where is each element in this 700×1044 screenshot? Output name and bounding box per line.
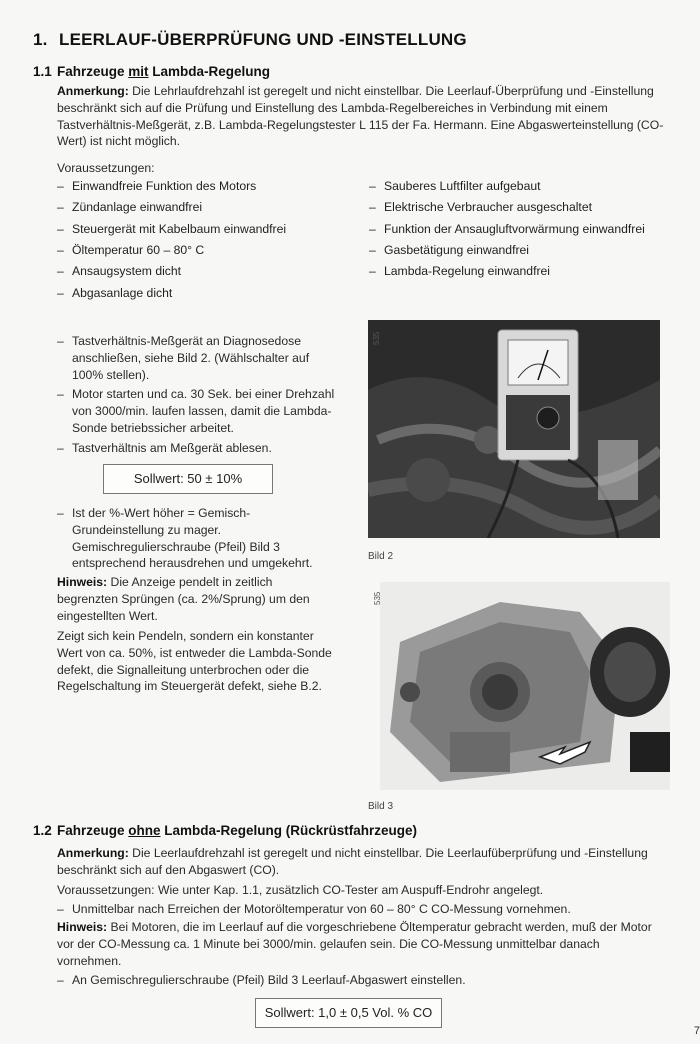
hint-block-2: Zeigt sich kein Pendeln, sondern ein konstanter Wert von ca. 50%, ist entweder die Lambda-Sonde defekt, die Signalleitung unterbrochen oder die Regelschaltung im Steuergerät defekt, siehe B.2.: [57, 629, 332, 694]
step2-item-1: – Ist der %-Wert höher = Gemisch-Grundeinstellung zu mager. Gemischregulierschraube (Pfeil) Bild 3 entsprechend herausdrehen und umgekehrt.: [57, 505, 335, 572]
section-1-2-title-underlined: ohne: [128, 823, 161, 838]
section-1-2-step1-list: [57, 901, 667, 918]
section-1-2-step1: – Unmittelbar nach Erreichen der Motoröltemperatur von 60 – 80° C CO-Messung vornehmen.: [57, 901, 667, 918]
engine-tester-illustration: [368, 320, 660, 538]
prereq-left-list: [57, 178, 357, 301]
figure-3-caption: Bild 3: [368, 801, 394, 812]
section-1-heading: [33, 28, 467, 51]
step-item-1: – Tastverhältnis-Meßgerät an Diagnosedose anschließen, siehe Bild 2. (Wählschalter auf 100% stellen).: [57, 333, 335, 383]
section-1-2-number: 1.2: [33, 823, 52, 838]
prereq-left-item-3: – Steuergerät mit Kabelbaum einwandfrei: [57, 221, 357, 238]
section-1-2-step2: – An Gemischregulierschraube (Pfeil) Bild 3 Leerlauf-Abgaswert einstellen.: [57, 972, 667, 989]
prereq-right-column: [369, 178, 679, 285]
prereq-left-item-6: – Abgasanlage dicht: [57, 285, 357, 302]
section-1-1-heading: [33, 63, 270, 82]
hint-2-label: Hinweis:: [57, 920, 108, 934]
prereq-right-item-3: – Funktion der Ansaugluftvorwärmung einwandfrei: [369, 221, 679, 238]
steps-list: [57, 333, 335, 457]
section-1-2-step1-block: [57, 901, 667, 921]
prereq-right-item-5: – Lambda-Regelung einwandfrei: [369, 263, 679, 280]
prereq-label: Voraussetzungen:: [57, 161, 155, 175]
section-1-2-step2-block: [57, 972, 667, 992]
section-1-1-title-pre: Fahrzeuge: [57, 64, 129, 79]
sollwert-box-2: Sollwert: 1,0 ± 0,5 Vol. % CO: [255, 998, 442, 1028]
prereq-left-item-2: – Zündanlage einwandfrei: [57, 199, 357, 216]
section-1-title: LEERLAUF-ÜBERPRÜFUNG UND -EINSTELLUNG: [59, 30, 467, 49]
section-1-2-step2-list: [57, 972, 667, 989]
section-1-1-title-post: Lambda-Regelung: [148, 64, 271, 79]
prereq-right-item-4: – Gasbetätigung einwandfrei: [369, 242, 679, 259]
section-1-2-prereq: Voraussetzungen: Wie unter Kap. 1.1, zusätzlich CO-Tester am Auspuff-Endrohr angelegt.: [57, 883, 544, 897]
section-1-1-note: [57, 83, 667, 150]
note-text: Die Lehrlaufdrehzahl ist geregelt und nicht einstellbar. Die Leerlauf-Überprüfung und -Einstellung beschränkt sich auf die Prüfung und Einstellung des Lambda-Regelbereiches in Verbindung mit einem Tastverhältnis-Meßgerät, z.B. Lambda-Regelungstester L 115 der Fa. Hermann. Eine Abgaswerteinstellung (CO-Wert) ist nicht möglich.: [57, 84, 664, 149]
note-2-label: Anmerkung:: [57, 846, 129, 860]
note-2-text: Die Leerlaufdrehzahl ist geregelt und nicht einstellbar. Die Leerlaufüberprüfung und -Einstellung beschränkt sich auf den Abgaswert (CO).: [57, 846, 648, 877]
prereq-right-item-1: – Sauberes Luftfilter aufgebaut: [369, 178, 679, 195]
section-1-2-heading: [33, 822, 417, 841]
step-item-3: – Tastverhältnis am Meßgerät ablesen.: [57, 440, 335, 457]
section-1-1-number: 1.1: [33, 64, 52, 79]
prereq-right-list: [369, 178, 679, 280]
section-1-1-title-underlined: mit: [128, 64, 149, 79]
figure-2-label: 535: [372, 331, 381, 345]
section-1-2-note: [57, 845, 667, 879]
carburetor-illustration: [380, 582, 670, 790]
steps-block: [57, 333, 335, 460]
hint-2-text: Bei Motoren, die im Leerlauf auf die vorgeschriebene Öltemperatur gebracht werden, muß der Motor vor der CO-Messung ca. 1 Minute bei 3000/min. gelaufen sein. Die CO-Messung unmittelbar danach vornehmen.: [57, 920, 652, 968]
section-1-number: 1.: [33, 30, 48, 49]
note-label: Anmerkung:: [57, 84, 129, 98]
section-1-2-title-pre: Fahrzeuge: [57, 823, 129, 838]
page-number: 7: [693, 1025, 700, 1037]
figure-2-caption: Bild 2: [368, 551, 394, 562]
prereq-right-item-2: – Elektrische Verbraucher ausgeschaltet: [369, 199, 679, 216]
figure-3-photo: [380, 582, 670, 790]
prereq-left-item-4: – Öltemperatur 60 – 80° C: [57, 242, 357, 259]
figure-2-photo: [368, 320, 660, 538]
figure-3-label: 535: [373, 591, 382, 605]
hint-block: [57, 574, 335, 624]
section-1-2-hint: [57, 919, 667, 969]
section-1-2-title-post: Lambda-Regelung (Rückrüstfahrzeuge): [160, 823, 418, 838]
hint-text: Die Anzeige pendelt in zeitlich begrenzten Sprüngen (ca. 2%/Sprung) um den eingestellten Wert.: [57, 575, 310, 623]
prereq-left-column: [57, 178, 357, 306]
steps2-list: [57, 505, 335, 572]
prereq-left-item-1: – Einwandfreie Funktion des Motors: [57, 178, 357, 195]
step-item-2: – Motor starten und ca. 30 Sek. bei einer Drehzahl von 3000/min. laufen lassen, damit die Lambda-Sonde betriebssicher arbeitet.: [57, 386, 335, 436]
hint-label: Hinweis:: [57, 575, 108, 589]
sollwert-box-1: Sollwert: 50 ± 10%: [103, 464, 273, 494]
steps2-block: [57, 505, 335, 575]
prereq-left-item-5: – Ansaugsystem dicht: [57, 263, 357, 280]
